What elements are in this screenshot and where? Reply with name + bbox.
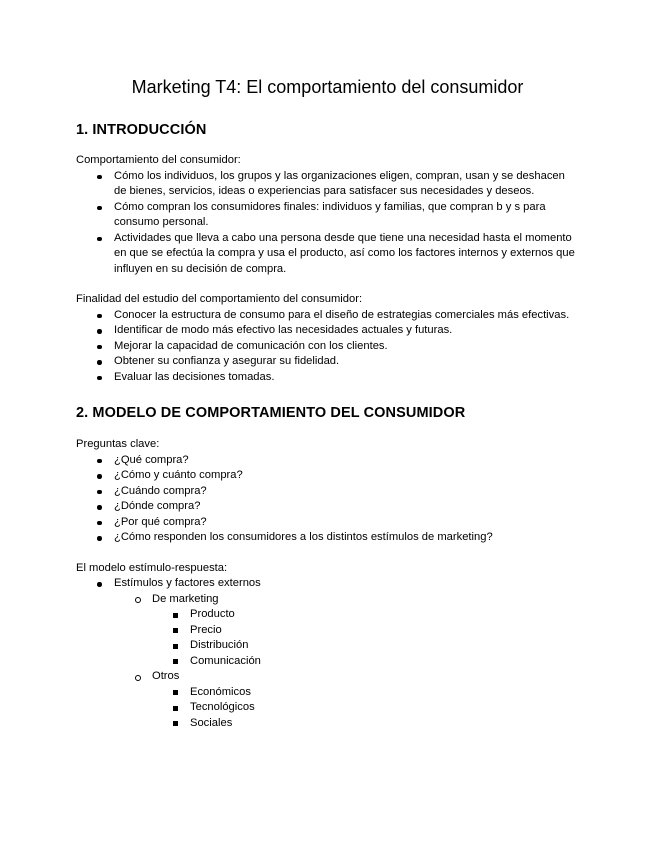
list-item: ¿Cuándo compra? (114, 484, 579, 500)
external-factors-label: Estímulos y factores externos (114, 577, 261, 589)
list-item: Cómo compran los consumidores finales: individuos y familias, que compran b y s para consumo personal. (114, 200, 579, 231)
section-heading-modelo: 2. MODELO DE COMPORTAMIENTO DEL CONSUMIDOR (76, 405, 466, 421)
consumer-behavior-label: Comportamiento del consumidor: (76, 154, 241, 166)
list-item: Distribución (190, 638, 579, 654)
marketing-factors-list (152, 607, 579, 669)
other-factors-list (152, 685, 579, 732)
list-item: Actividades que lleva a cabo una persona desde que tiene una necesidad hasta el momento en que se efectúa la compra y usa el producto, así como los factores internos y externos que influyen en su decisión de compra. (114, 231, 579, 278)
list-item (152, 592, 579, 670)
list-item: ¿Cómo y cuánto compra? (114, 468, 579, 484)
document-title: Marketing T4: El comportamiento del consumidor (131, 77, 524, 97)
key-questions-label: Preguntas clave: (76, 438, 160, 450)
list-item: Económicos (190, 685, 579, 701)
study-purpose-list (76, 308, 579, 386)
external-factors-sublist (114, 592, 579, 732)
list-item: Sociales (190, 716, 579, 732)
list-item: Obtener su confianza y asegurar su fidelidad. (114, 354, 579, 370)
stimulus-response-list (76, 576, 579, 731)
list-item (152, 669, 579, 731)
list-item: Conocer la estructura de consumo para el diseño de estrategias comerciales más efectivas. (114, 308, 579, 324)
list-item: Evaluar las decisiones tomadas. (114, 370, 579, 386)
consumer-behavior-list (76, 169, 579, 278)
list-item: Mejorar la capacidad de comunicación con los clientes. (114, 339, 579, 355)
stimulus-response-label: El modelo estímulo-respuesta: (76, 561, 228, 574)
list-item: ¿Qué compra? (114, 453, 579, 469)
list-item: Identificar de modo más efectivo las necesidades actuales y futuras. (114, 323, 579, 339)
list-item: Comunicación (190, 654, 579, 670)
list-item: Tecnológicos (190, 700, 579, 716)
study-purpose-label: Finalidad del estudio del comportamiento del consumidor: (76, 293, 363, 305)
list-item (114, 576, 579, 731)
list-item: Cómo los individuos, los grupos y las organizaciones eligen, compran, usan y se deshacen de bienes, servicios, ideas o experiencias para satisfacer sus necesidades y deseos. (114, 169, 579, 200)
other-factors-label: Otros (152, 670, 180, 682)
key-questions-list (76, 453, 579, 546)
marketing-factors-label: De marketing (152, 592, 219, 605)
list-item: ¿Dónde compra? (114, 499, 579, 515)
list-item: ¿Cómo responden los consumidores a los distintos estímulos de marketing? (114, 530, 579, 546)
section-heading-introduccion: 1. INTRODUCCIÓN (76, 122, 207, 138)
list-item: Precio (190, 623, 579, 639)
list-item: Producto (190, 607, 579, 623)
list-item: ¿Por qué compra? (114, 515, 579, 531)
